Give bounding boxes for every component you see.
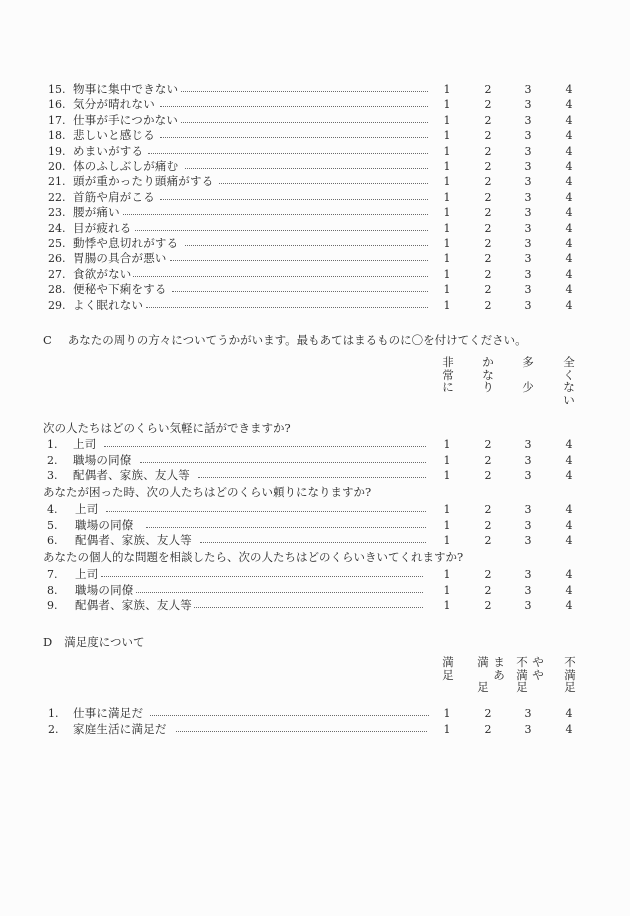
option-2[interactable]: 2	[484, 267, 492, 281]
dotted-leader	[219, 183, 428, 184]
column-header-somewhat-side: や や	[532, 655, 544, 682]
item-text: 首筋や肩がこる	[73, 189, 155, 204]
dotted-leader	[146, 527, 426, 528]
item-number: 1.	[48, 707, 59, 720]
item-number: 20.	[48, 160, 66, 173]
item-number: 26.	[48, 252, 66, 266]
item-text: 上司	[73, 437, 97, 451]
item-number: 2.	[48, 722, 59, 736]
item-number: 19.	[48, 144, 66, 158]
item-text: 職場の同僚	[73, 452, 132, 467]
option-1[interactable]: 1	[443, 438, 451, 451]
option-2[interactable]: 2	[484, 175, 492, 189]
column-header-dissatisfied: 不 満 足	[564, 655, 576, 694]
option-4[interactable]: 4	[565, 599, 573, 612]
option-1[interactable]: 1	[443, 503, 451, 516]
option-2[interactable]: 2	[484, 252, 492, 266]
option-3[interactable]: 3	[524, 206, 532, 220]
option-1[interactable]: 1	[443, 568, 451, 581]
option-2[interactable]: 2	[484, 503, 492, 516]
item-number: 24.	[48, 221, 66, 235]
option-4[interactable]: 4	[565, 206, 573, 220]
item-number: 2.	[47, 453, 58, 467]
option-1[interactable]: 1	[443, 283, 451, 297]
option-1[interactable]: 1	[443, 518, 451, 532]
option-1[interactable]: 1	[443, 453, 451, 467]
option-3[interactable]: 3	[524, 534, 532, 547]
dotted-leader	[104, 446, 426, 447]
item-number: 25.	[48, 237, 66, 250]
option-2[interactable]: 2	[484, 221, 492, 235]
option-3[interactable]: 3	[524, 518, 532, 532]
option-3[interactable]: 3	[524, 160, 532, 173]
option-2[interactable]: 2	[484, 113, 492, 127]
section-letter: D	[43, 635, 53, 649]
option-3[interactable]: 3	[524, 129, 532, 143]
question-row	[0, 144, 630, 159]
option-3[interactable]: 3	[524, 453, 532, 467]
question-row	[0, 518, 630, 533]
option-4[interactable]: 4	[565, 469, 573, 482]
option-2[interactable]: 2	[484, 583, 492, 597]
option-4[interactable]: 4	[565, 583, 573, 597]
option-2[interactable]: 2	[484, 83, 492, 96]
option-2[interactable]: 2	[484, 206, 492, 220]
group-question: あなたが困った時、次の人たちはどのくらい頼りになりますか?	[43, 485, 372, 499]
column-header-satisfied: 満 足	[442, 655, 454, 682]
option-1[interactable]: 1	[443, 160, 451, 173]
option-2[interactable]: 2	[484, 129, 492, 143]
option-4[interactable]: 4	[565, 237, 573, 250]
option-2[interactable]: 2	[484, 568, 492, 581]
dotted-leader	[170, 260, 428, 261]
option-3[interactable]: 3	[524, 221, 532, 235]
option-3[interactable]: 3	[524, 267, 532, 281]
item-number: 28.	[48, 283, 66, 297]
item-number: 29.	[48, 298, 66, 312]
option-3[interactable]: 3	[524, 190, 532, 204]
question-row	[0, 190, 630, 205]
dotted-leader	[160, 137, 428, 138]
question-row	[0, 533, 630, 548]
option-4[interactable]: 4	[565, 453, 573, 467]
dotted-leader	[146, 307, 428, 308]
item-text: めまいがする	[73, 143, 144, 158]
item-text: 動悸や息切れがする	[73, 236, 179, 250]
question-row	[0, 128, 630, 143]
option-3[interactable]: 3	[524, 469, 532, 482]
option-1[interactable]: 1	[443, 113, 451, 127]
dotted-leader	[160, 106, 428, 107]
option-2[interactable]: 2	[484, 298, 492, 312]
dotted-leader	[200, 542, 426, 543]
item-text: 食欲がない	[73, 266, 132, 281]
option-4[interactable]: 4	[565, 252, 573, 266]
item-number: 3.	[47, 469, 58, 482]
option-4[interactable]: 4	[565, 267, 573, 281]
option-4[interactable]: 4	[565, 190, 573, 204]
option-2[interactable]: 2	[484, 98, 492, 112]
item-text: 配偶者、家族、友人等	[75, 533, 192, 547]
question-row	[0, 205, 630, 220]
option-4[interactable]: 4	[565, 221, 573, 235]
item-number: 16.	[48, 98, 66, 112]
dotted-leader	[106, 511, 426, 512]
option-1[interactable]: 1	[443, 175, 451, 189]
question-row	[0, 437, 630, 452]
option-1[interactable]: 1	[443, 534, 451, 547]
option-1[interactable]: 1	[443, 83, 451, 96]
item-number: 22.	[48, 190, 66, 204]
item-number: 18.	[48, 129, 66, 143]
item-text: 配偶者、家族、友人等	[75, 598, 192, 612]
item-text: 目が疲れる	[73, 220, 132, 235]
item-text: 家庭生活に満足だ	[73, 721, 167, 736]
item-number: 17.	[48, 113, 66, 127]
option-3[interactable]: 3	[524, 722, 532, 736]
option-4[interactable]: 4	[565, 298, 573, 312]
item-number: 5.	[47, 518, 58, 532]
dotted-leader	[176, 731, 427, 732]
item-text: 職場の同僚	[75, 582, 134, 597]
dotted-leader	[160, 199, 428, 200]
question-row	[0, 282, 630, 297]
option-3[interactable]: 3	[524, 583, 532, 597]
option-3[interactable]: 3	[524, 568, 532, 581]
option-1[interactable]: 1	[443, 237, 451, 250]
option-2[interactable]: 2	[484, 160, 492, 173]
item-text: よく眠れない	[73, 297, 144, 312]
question-row	[0, 159, 630, 174]
question-row	[0, 598, 630, 613]
option-2[interactable]: 2	[484, 599, 492, 612]
option-1[interactable]: 1	[443, 722, 451, 736]
option-3[interactable]: 3	[524, 283, 532, 297]
dotted-leader	[181, 91, 428, 92]
item-text: 配偶者、家族、友人等	[73, 468, 190, 482]
question-row	[0, 236, 630, 251]
item-text: 上司	[75, 502, 99, 516]
column-header-somewhat-dissatisfied: 不 満 足	[516, 655, 528, 694]
option-3[interactable]: 3	[524, 599, 532, 612]
option-4[interactable]: 4	[565, 175, 573, 189]
option-2[interactable]: 2	[484, 453, 492, 467]
option-2[interactable]: 2	[484, 144, 492, 158]
option-1[interactable]: 1	[443, 144, 451, 158]
dotted-leader	[140, 462, 426, 463]
option-1[interactable]: 1	[443, 190, 451, 204]
dotted-leader	[150, 715, 429, 716]
option-3[interactable]: 3	[524, 113, 532, 127]
option-3[interactable]: 3	[524, 438, 532, 451]
option-2[interactable]: 2	[484, 707, 492, 720]
option-3[interactable]: 3	[524, 298, 532, 312]
question-row	[0, 567, 630, 582]
option-1[interactable]: 1	[443, 707, 451, 720]
item-text: 仕事に満足だ	[73, 706, 144, 720]
section-c-heading	[43, 333, 527, 348]
option-1[interactable]: 1	[443, 583, 451, 597]
option-4[interactable]: 4	[565, 98, 573, 112]
item-number: 23.	[48, 206, 66, 220]
question-row	[0, 97, 630, 112]
option-3[interactable]: 3	[524, 175, 532, 189]
question-row	[0, 267, 630, 282]
option-2[interactable]: 2	[484, 534, 492, 547]
option-1[interactable]: 1	[443, 469, 451, 482]
option-2[interactable]: 2	[484, 190, 492, 204]
section-c-instruction: あなたの周りの方々についてうかがいます。最もあてはまるものに〇を付けてください。	[67, 333, 527, 347]
dotted-leader	[136, 592, 423, 593]
item-text: 体のふしぶしが痛む	[73, 159, 179, 173]
question-row	[0, 113, 630, 128]
dotted-leader	[198, 477, 426, 478]
option-4[interactable]: 4	[565, 568, 573, 581]
item-text: 胃腸の具合が悪い	[73, 251, 167, 266]
item-text: 便秘や下痢をする	[73, 282, 167, 297]
option-4[interactable]: 4	[565, 438, 573, 451]
question-row	[0, 174, 630, 189]
item-text: 職場の同僚	[75, 517, 134, 532]
option-4[interactable]: 4	[565, 160, 573, 173]
dotted-leader	[148, 153, 428, 154]
option-1[interactable]: 1	[443, 267, 451, 281]
option-2[interactable]: 2	[484, 438, 492, 451]
option-2[interactable]: 2	[484, 518, 492, 532]
option-1[interactable]: 1	[443, 221, 451, 235]
option-1[interactable]: 1	[443, 206, 451, 220]
section-d-title: 満足度について	[64, 635, 145, 649]
item-text: 気分が晴れない	[73, 97, 155, 112]
dotted-leader	[194, 607, 423, 608]
question-row	[0, 251, 630, 266]
item-number: 8.	[47, 583, 58, 597]
option-3[interactable]: 3	[524, 707, 532, 720]
question-row	[0, 706, 630, 721]
question-row	[0, 453, 630, 468]
column-header-not-at-all: 全 く な い	[563, 355, 575, 407]
option-3[interactable]: 3	[524, 252, 532, 266]
group-question: 次の人たちはどのくらい気軽に話ができますか?	[43, 421, 291, 435]
option-4[interactable]: 4	[565, 113, 573, 127]
item-number: 21.	[48, 175, 66, 189]
section-d-heading	[43, 635, 145, 650]
dotted-leader	[185, 245, 428, 246]
option-2[interactable]: 2	[484, 469, 492, 482]
question-row	[0, 298, 630, 313]
option-4[interactable]: 4	[565, 144, 573, 158]
option-3[interactable]: 3	[524, 237, 532, 250]
section-letter: C	[43, 333, 52, 347]
option-3[interactable]: 3	[524, 98, 532, 112]
item-number: 1.	[47, 438, 58, 451]
option-2[interactable]: 2	[484, 283, 492, 297]
option-2[interactable]: 2	[484, 237, 492, 250]
question-row	[0, 221, 630, 236]
item-number: 15.	[48, 83, 66, 96]
question-row	[0, 722, 630, 737]
column-header-mostly-satisfied: 満 足	[477, 655, 489, 694]
option-4[interactable]: 4	[565, 503, 573, 516]
option-4[interactable]: 4	[565, 518, 573, 532]
option-3[interactable]: 3	[524, 144, 532, 158]
dotted-leader	[172, 291, 428, 292]
question-row	[0, 468, 630, 483]
question-row	[0, 82, 630, 97]
option-1[interactable]: 1	[443, 129, 451, 143]
column-header-somewhat: 多 少	[522, 355, 534, 394]
option-1[interactable]: 1	[443, 252, 451, 266]
column-header-mostly-side: ま あ	[493, 655, 505, 682]
option-3[interactable]: 3	[524, 503, 532, 516]
dotted-leader	[185, 168, 428, 169]
item-number: 27.	[48, 267, 66, 281]
column-header-fairly: か な り	[482, 355, 494, 394]
item-text: 仕事が手につかない	[73, 112, 179, 127]
option-4[interactable]: 4	[565, 534, 573, 547]
option-1[interactable]: 1	[443, 98, 451, 112]
option-4[interactable]: 4	[565, 283, 573, 297]
dotted-leader	[133, 276, 428, 277]
option-1[interactable]: 1	[443, 298, 451, 312]
item-text: 悲しいと感じる	[73, 128, 155, 143]
item-text: 上司	[75, 567, 99, 581]
item-text: 物事に集中できない	[73, 82, 179, 96]
option-1[interactable]: 1	[443, 599, 451, 612]
item-text: 腰が痛い	[73, 205, 120, 220]
dotted-leader	[135, 230, 428, 231]
question-row	[0, 583, 630, 598]
dotted-leader	[101, 576, 423, 577]
item-number: 9.	[47, 599, 58, 612]
item-number: 7.	[47, 568, 58, 581]
question-row	[0, 502, 630, 517]
item-text: 頭が重かったり頭痛がする	[73, 174, 214, 189]
column-header-very: 非 常 に	[442, 355, 454, 394]
item-number: 6.	[47, 534, 58, 547]
item-number: 4.	[47, 503, 58, 516]
option-2[interactable]: 2	[484, 722, 492, 736]
option-4[interactable]: 4	[565, 707, 573, 720]
dotted-leader	[181, 122, 428, 123]
dotted-leader	[123, 214, 428, 215]
option-4[interactable]: 4	[565, 83, 573, 96]
option-4[interactable]: 4	[565, 129, 573, 143]
group-question: あなたの個人的な問題を相談したら、次の人たちはどのくらいきいてくれますか?	[43, 550, 464, 564]
option-4[interactable]: 4	[565, 722, 573, 736]
option-3[interactable]: 3	[524, 83, 532, 96]
